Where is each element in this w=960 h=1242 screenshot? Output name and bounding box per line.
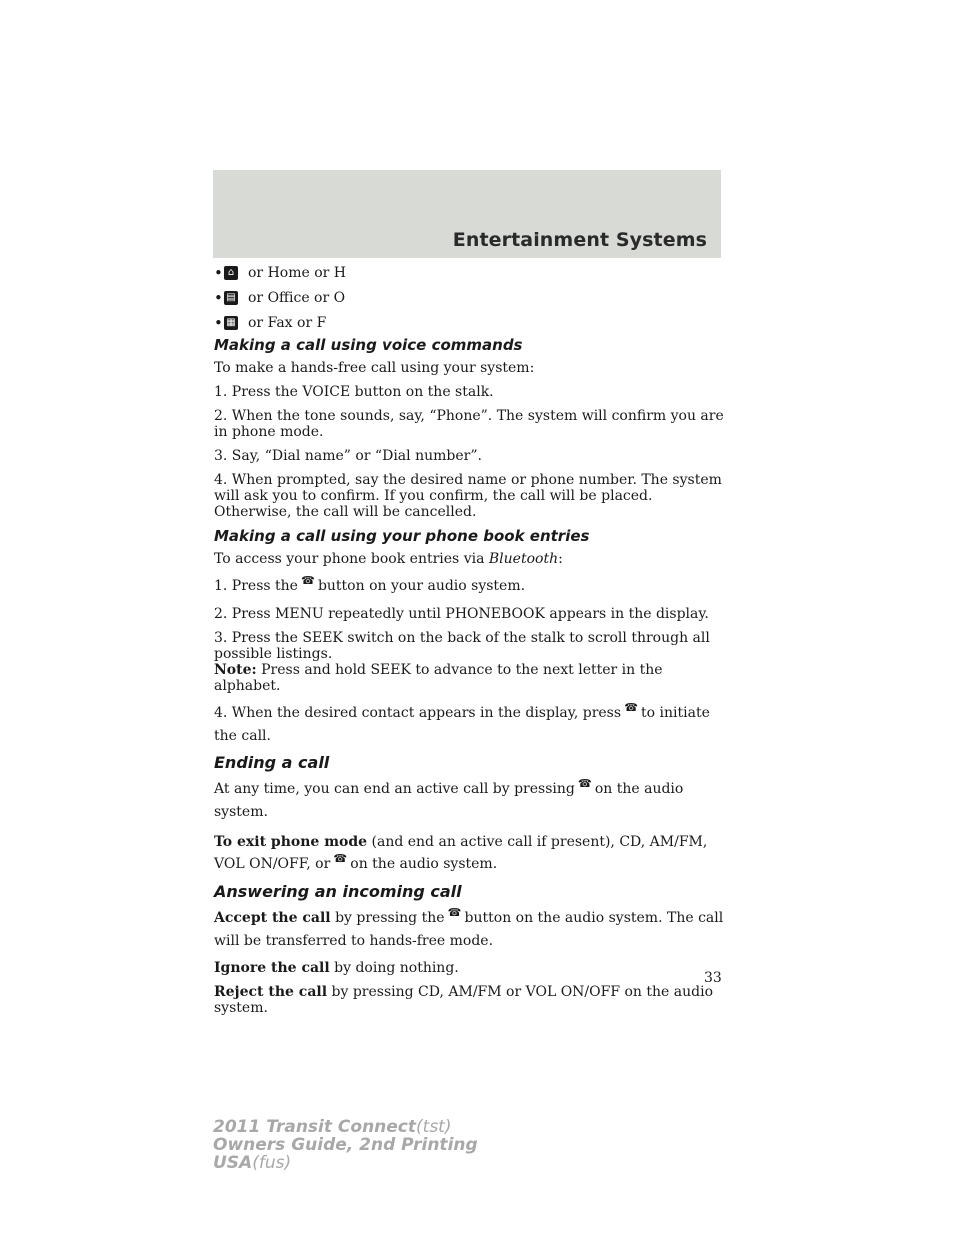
note-text: Press and hold SEEK to advance to the next letter in the alphabet. xyxy=(214,662,663,694)
fax-icon: ▦ xyxy=(224,316,238,330)
paragraph xyxy=(214,575,724,598)
header-band xyxy=(213,170,721,258)
footer-text: 2011 Transit Connect xyxy=(213,1117,417,1137)
section-heading: Ending a call xyxy=(214,753,330,772)
section-heading: Making a call using your phone book entries xyxy=(214,527,590,545)
page-title: Entertainment Systems xyxy=(452,229,707,251)
footer-line xyxy=(213,1118,478,1136)
text-span: to initiate the call. xyxy=(214,705,710,744)
home-icon: ⌂ xyxy=(224,266,238,280)
note-label: Note: xyxy=(214,662,257,678)
footer-code: (fus) xyxy=(252,1153,292,1173)
paragraph: 1. Press the VOICE button on the stalk. xyxy=(214,384,494,400)
text-span: (and end an active call if present), CD, AM/FM, VOL ON/OFF, or xyxy=(214,834,708,872)
bullet-dot: • xyxy=(214,313,223,332)
section-heading: Answering an incoming call xyxy=(214,882,462,901)
paragraph xyxy=(214,960,724,976)
text-span: At any time, you can end an active call by pressing xyxy=(214,781,575,797)
paragraph: 4. When prompted, say the desired name or phone number. The system will ask you to confirm. If you confirm, the call will be placed. Otherwise, the call will be cancelled. xyxy=(214,472,722,520)
page-number: 33 xyxy=(704,970,722,986)
text-span: To access your phone book entries via xyxy=(214,551,485,567)
bold-label: Accept the call xyxy=(214,910,331,926)
paragraph: 3. Say, “Dial name” or “Dial number”. xyxy=(214,448,482,464)
paragraph: 2. Press MENU repeatedly until PHONEBOOK appears in the display. xyxy=(214,606,709,622)
footer-line: Owners Guide, 2nd Printing xyxy=(213,1135,478,1155)
footer xyxy=(213,1118,478,1172)
paragraph xyxy=(214,778,724,823)
paragraph xyxy=(214,907,724,952)
bold-label: Reject the call xyxy=(214,984,328,1000)
paragraph: To make a hands-free call using your system: xyxy=(214,360,535,376)
text-span: 4. When the desired contact appears in the display, press xyxy=(214,705,622,721)
bullet-text: or Fax or F xyxy=(248,314,327,331)
paragraph xyxy=(214,831,724,876)
list-item xyxy=(214,287,724,308)
text-span: : xyxy=(558,551,563,567)
text-span: by doing nothing. xyxy=(334,960,459,976)
text-span: by pressing CD, AM/FM or VOL ON/OFF on the audio system. xyxy=(214,984,713,1016)
note xyxy=(214,662,724,694)
bullet-text: or Home or H xyxy=(248,264,346,281)
paragraph xyxy=(214,702,724,747)
list-item xyxy=(214,262,724,283)
phone-icon: ☎ xyxy=(333,852,348,865)
paragraph: 3. Press the SEEK switch on the back of the stalk to scroll through all possible listings. xyxy=(214,630,710,662)
text-span: on the audio system. xyxy=(350,856,498,872)
footer-text: USA xyxy=(213,1153,253,1173)
text-span: button on the audio system. The call will be transferred to hands-free mode. xyxy=(214,910,724,949)
list-item xyxy=(214,312,724,333)
bullet-text: or Office or O xyxy=(248,289,346,306)
bluetooth-term: Bluetooth xyxy=(488,551,559,567)
page-content xyxy=(214,262,724,1024)
section-heading: Making a call using voice commands xyxy=(214,336,523,354)
phone-icon: ☎ xyxy=(301,574,315,587)
phone-icon: ☎ xyxy=(624,701,638,714)
paragraph xyxy=(214,984,724,1016)
footer-line xyxy=(213,1154,478,1172)
footer-code: (tst) xyxy=(416,1117,452,1137)
office-icon: ▤ xyxy=(224,291,238,305)
bold-label: To exit phone mode xyxy=(214,834,368,850)
text-span: by pressing the xyxy=(335,910,445,926)
paragraph xyxy=(214,551,724,567)
text-span: 1. Press the xyxy=(214,578,298,594)
bullet-dot: • xyxy=(214,288,223,307)
text-span: on the audio system. xyxy=(214,781,684,820)
phone-icon: ☎ xyxy=(447,906,462,919)
phone-icon: ☎ xyxy=(577,777,592,790)
bullet-dot: • xyxy=(214,263,223,282)
text-span: button on your audio system. xyxy=(317,578,526,594)
paragraph: 2. When the tone sounds, say, “Phone”. The system will confirm you are in phone mode. xyxy=(214,408,724,440)
bold-label: Ignore the call xyxy=(214,960,330,976)
